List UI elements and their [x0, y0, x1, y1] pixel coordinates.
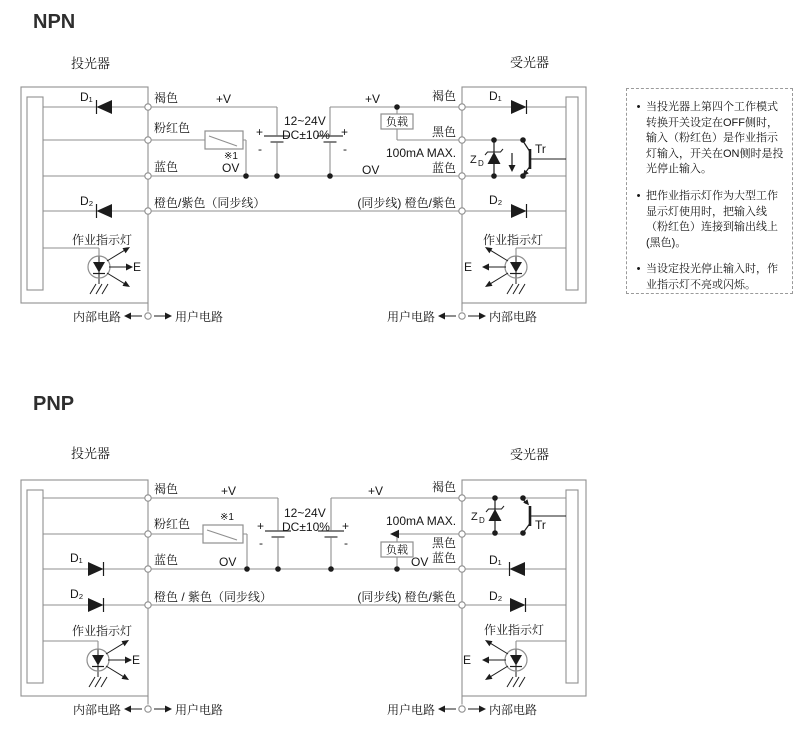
npn-rx-plusv: +V: [365, 92, 381, 106]
current-arrow-icon: [509, 153, 516, 172]
pnp-rx-ov: OV: [411, 555, 429, 569]
junction-dot: [520, 137, 526, 143]
pnp-tr-label: Tr: [535, 518, 546, 532]
npn-tx-plusv: +V: [216, 92, 232, 106]
terminal: [145, 531, 151, 537]
npn-rx-blue: 蓝色: [431, 161, 456, 175]
indicator-led-icon: [482, 247, 527, 287]
pnp-max-current: 100mA MAX.: [386, 514, 457, 528]
npn-tr-label: Tr: [535, 142, 546, 156]
pnp-rx-blue: 蓝色: [431, 551, 456, 565]
npn-rx-sync: (同步线) 橙色/紫色: [357, 196, 456, 210]
pnp-left-internal: 内部电路: [72, 703, 121, 717]
pnp-tx-emitter: E: [132, 653, 141, 667]
terminal: [145, 173, 151, 179]
pnp-receiver-internal-bar: [566, 490, 578, 683]
indicator-led-icon: [87, 640, 132, 680]
junction-dot: [492, 530, 498, 536]
terminal: [459, 208, 465, 214]
junction-dot: [327, 173, 333, 179]
npn-receiver-label: 受光器: [510, 55, 550, 70]
npn-load-label: 负载: [386, 116, 408, 129]
note-text: 把作业指示灯作为大型工作显示灯使用时，把输入线（粉红色）连接到输出线上(黑色)。: [646, 190, 778, 249]
note-text: 当设定投光停止输入时，作业指示灯不亮或闪烁。: [646, 263, 778, 292]
terminal: [459, 137, 465, 143]
npn-receiver-internal-bar: [566, 97, 578, 290]
pnp-mode-switch-icon: [203, 525, 243, 543]
pnp-rx-black: 黑色: [431, 536, 456, 550]
pnp-transmitter-box: [21, 480, 148, 696]
pnp-supply-tolerance: DC±10%: [282, 520, 330, 534]
junction-dot: [274, 173, 280, 179]
indicator-led-icon: [482, 640, 527, 680]
note-text: 当投光器上第四个工作模式转换开关设定在OFF侧时，输入（粉红色）是作业指示灯输入，开关在ON侧时是投光停止输入。: [646, 101, 784, 176]
pnp-tx-pink: 粉红色: [154, 517, 191, 531]
note-item: [634, 100, 785, 178]
npn-tx-pink: 粉红色: [154, 121, 191, 135]
junction-dot: [275, 566, 281, 572]
npn-transmitter-label: 投光器: [71, 56, 111, 71]
npn-max-current: 100mA MAX.: [386, 146, 457, 160]
ground-icon: [90, 284, 108, 294]
pnp-rx-indicator: 作业指示灯: [484, 623, 545, 637]
pnp-rx-brown: 褐色: [431, 480, 456, 494]
battery-plus: +: [342, 519, 350, 533]
pnp-tx-plusv: +V: [221, 484, 237, 498]
diode-icon: [511, 100, 527, 114]
npn-receiver-box: [462, 87, 586, 303]
npn-diagram: [21, 11, 586, 324]
terminal: [459, 104, 465, 110]
npn-rx-d1: D₁: [489, 89, 502, 103]
ground-icon: [507, 677, 525, 687]
npn-rx-indicator: 作业指示灯: [483, 233, 544, 247]
npn-rx-emitter: E: [463, 260, 472, 274]
npn-tx-sync: 橙色/紫色（同步线）: [154, 196, 266, 210]
pnp-tx-indicator: 作业指示灯: [72, 624, 133, 638]
pnp-zener-sub: D: [479, 516, 485, 525]
npn-mode-switch-icon: [205, 131, 243, 149]
junction-dot: [244, 566, 250, 572]
junction-dot: [243, 173, 249, 179]
bullet-icon: •: [636, 101, 641, 113]
ground-icon: [507, 284, 525, 294]
npn-supply-tolerance: DC±10%: [282, 128, 330, 142]
terminal: [145, 566, 151, 572]
npn-tx-d2: D₂: [80, 194, 94, 208]
junction-dot: [492, 495, 498, 501]
circuit-boundary-marker: [438, 303, 486, 320]
junction-dot: [520, 530, 526, 536]
junction-dot: [328, 566, 334, 572]
note-item: [634, 262, 785, 293]
npn-tx-brown: 褐色: [154, 91, 179, 105]
pnp-diagram: [21, 393, 586, 717]
junction-dot: [491, 173, 497, 179]
circuit-boundary-marker: [438, 696, 486, 713]
pnp-receiver-box: [462, 480, 586, 696]
battery-minus: -: [343, 142, 347, 156]
terminal: [459, 173, 465, 179]
bullet-icon: •: [636, 190, 641, 203]
pnp-load-label: 负载: [386, 544, 408, 557]
pnp-right-user: 用户电路: [386, 703, 435, 717]
diode-icon: [88, 562, 104, 576]
pnp-title: PNP: [33, 393, 75, 415]
pnp-tx-blue: 蓝色: [154, 553, 179, 567]
battery-plus: +: [341, 125, 349, 139]
pnp-tx-d2: D₂: [70, 587, 84, 601]
pnp-rx-d1: D₁: [489, 553, 502, 567]
npn-zener-label: Z: [470, 154, 477, 166]
junction-dot: [394, 566, 400, 572]
npn-left-user: 用户电路: [175, 310, 224, 324]
npn-title: NPN: [33, 11, 76, 33]
pnp-tx-ov: OV: [219, 555, 237, 569]
npn-tx-ov: OV: [222, 161, 240, 175]
pnp-switch-ref: ※1: [220, 512, 234, 523]
npn-transmitter-internal-bar: [27, 97, 43, 290]
pnp-zener-label: Z: [471, 511, 478, 523]
bullet-icon: •: [636, 263, 641, 276]
npn-switch-ref: ※1: [224, 151, 238, 162]
terminal: [459, 495, 465, 501]
junction-dot: [491, 137, 497, 143]
diode-icon: [97, 100, 113, 114]
pnp-right-internal: 内部电路: [489, 703, 538, 717]
battery-minus: -: [344, 536, 348, 550]
junction-dot: [394, 104, 400, 110]
battery-minus: -: [259, 536, 263, 550]
npn-tx-blue: 蓝色: [154, 160, 179, 174]
circuit-boundary-marker: [124, 303, 172, 320]
diode-icon: [97, 204, 113, 218]
indicator-led-icon: [88, 247, 133, 287]
junction-dot: [520, 495, 526, 501]
terminal: [145, 104, 151, 110]
pnp-supply-voltage: 12~24V: [284, 506, 326, 520]
diode-icon: [88, 598, 104, 612]
terminal: [459, 531, 465, 537]
npn-rx-black: 黑色: [431, 125, 456, 139]
npn-tx-d1: D₁: [80, 90, 93, 104]
terminal: [459, 602, 465, 608]
npn-right-internal: 内部电路: [489, 310, 538, 324]
npn-tx-indicator: 作业指示灯: [72, 233, 133, 247]
terminal: [459, 566, 465, 572]
ground-icon: [89, 677, 107, 687]
pnp-rx-emitter: E: [462, 653, 471, 667]
npn-rx-ov: OV: [362, 163, 380, 177]
npn-right-user: 用户电路: [386, 310, 435, 324]
pnp-rx-d2: D₂: [489, 589, 503, 603]
npn-supply-voltage: 12~24V: [284, 114, 326, 128]
npn-left-internal: 内部电路: [72, 310, 121, 324]
pnp-rx-sync: (同步线) 橙色/紫色: [357, 590, 456, 604]
diode-icon: [511, 204, 527, 218]
npn-rx-d2: D₂: [489, 193, 503, 207]
terminal: [145, 208, 151, 214]
pnp-receiver-label: 受光器: [510, 447, 550, 462]
npn-rx-brown: 褐色: [431, 89, 456, 103]
pnp-rx-plusv: +V: [368, 484, 384, 498]
pnp-tx-sync: 橙色 / 紫色（同步线）: [154, 590, 273, 604]
battery-plus: +: [257, 519, 265, 533]
battery-plus: +: [256, 125, 264, 139]
battery-minus: -: [258, 142, 262, 156]
note-item: [634, 189, 785, 251]
diode-icon: [510, 562, 526, 576]
junction-dot: [520, 173, 526, 179]
pnp-transmitter-label: 投光器: [71, 446, 111, 461]
npn-zener-sub: D: [478, 159, 484, 168]
terminal: [145, 602, 151, 608]
diode-icon: [510, 598, 526, 612]
npn-tx-emitter: E: [133, 260, 142, 274]
zener-diode-icon: [485, 141, 503, 175]
circuit-boundary-marker: [124, 696, 172, 713]
zener-diode-icon: [486, 498, 504, 532]
pnp-left-user: 用户电路: [175, 703, 224, 717]
terminal: [145, 495, 151, 501]
notes-panel: [626, 88, 793, 294]
pnp-transmitter-internal-bar: [27, 490, 43, 683]
terminal: [145, 137, 151, 143]
pnp-tx-d1: D₁: [70, 551, 83, 565]
pnp-tx-brown: 褐色: [154, 482, 179, 496]
current-arrow-icon: [390, 530, 399, 538]
